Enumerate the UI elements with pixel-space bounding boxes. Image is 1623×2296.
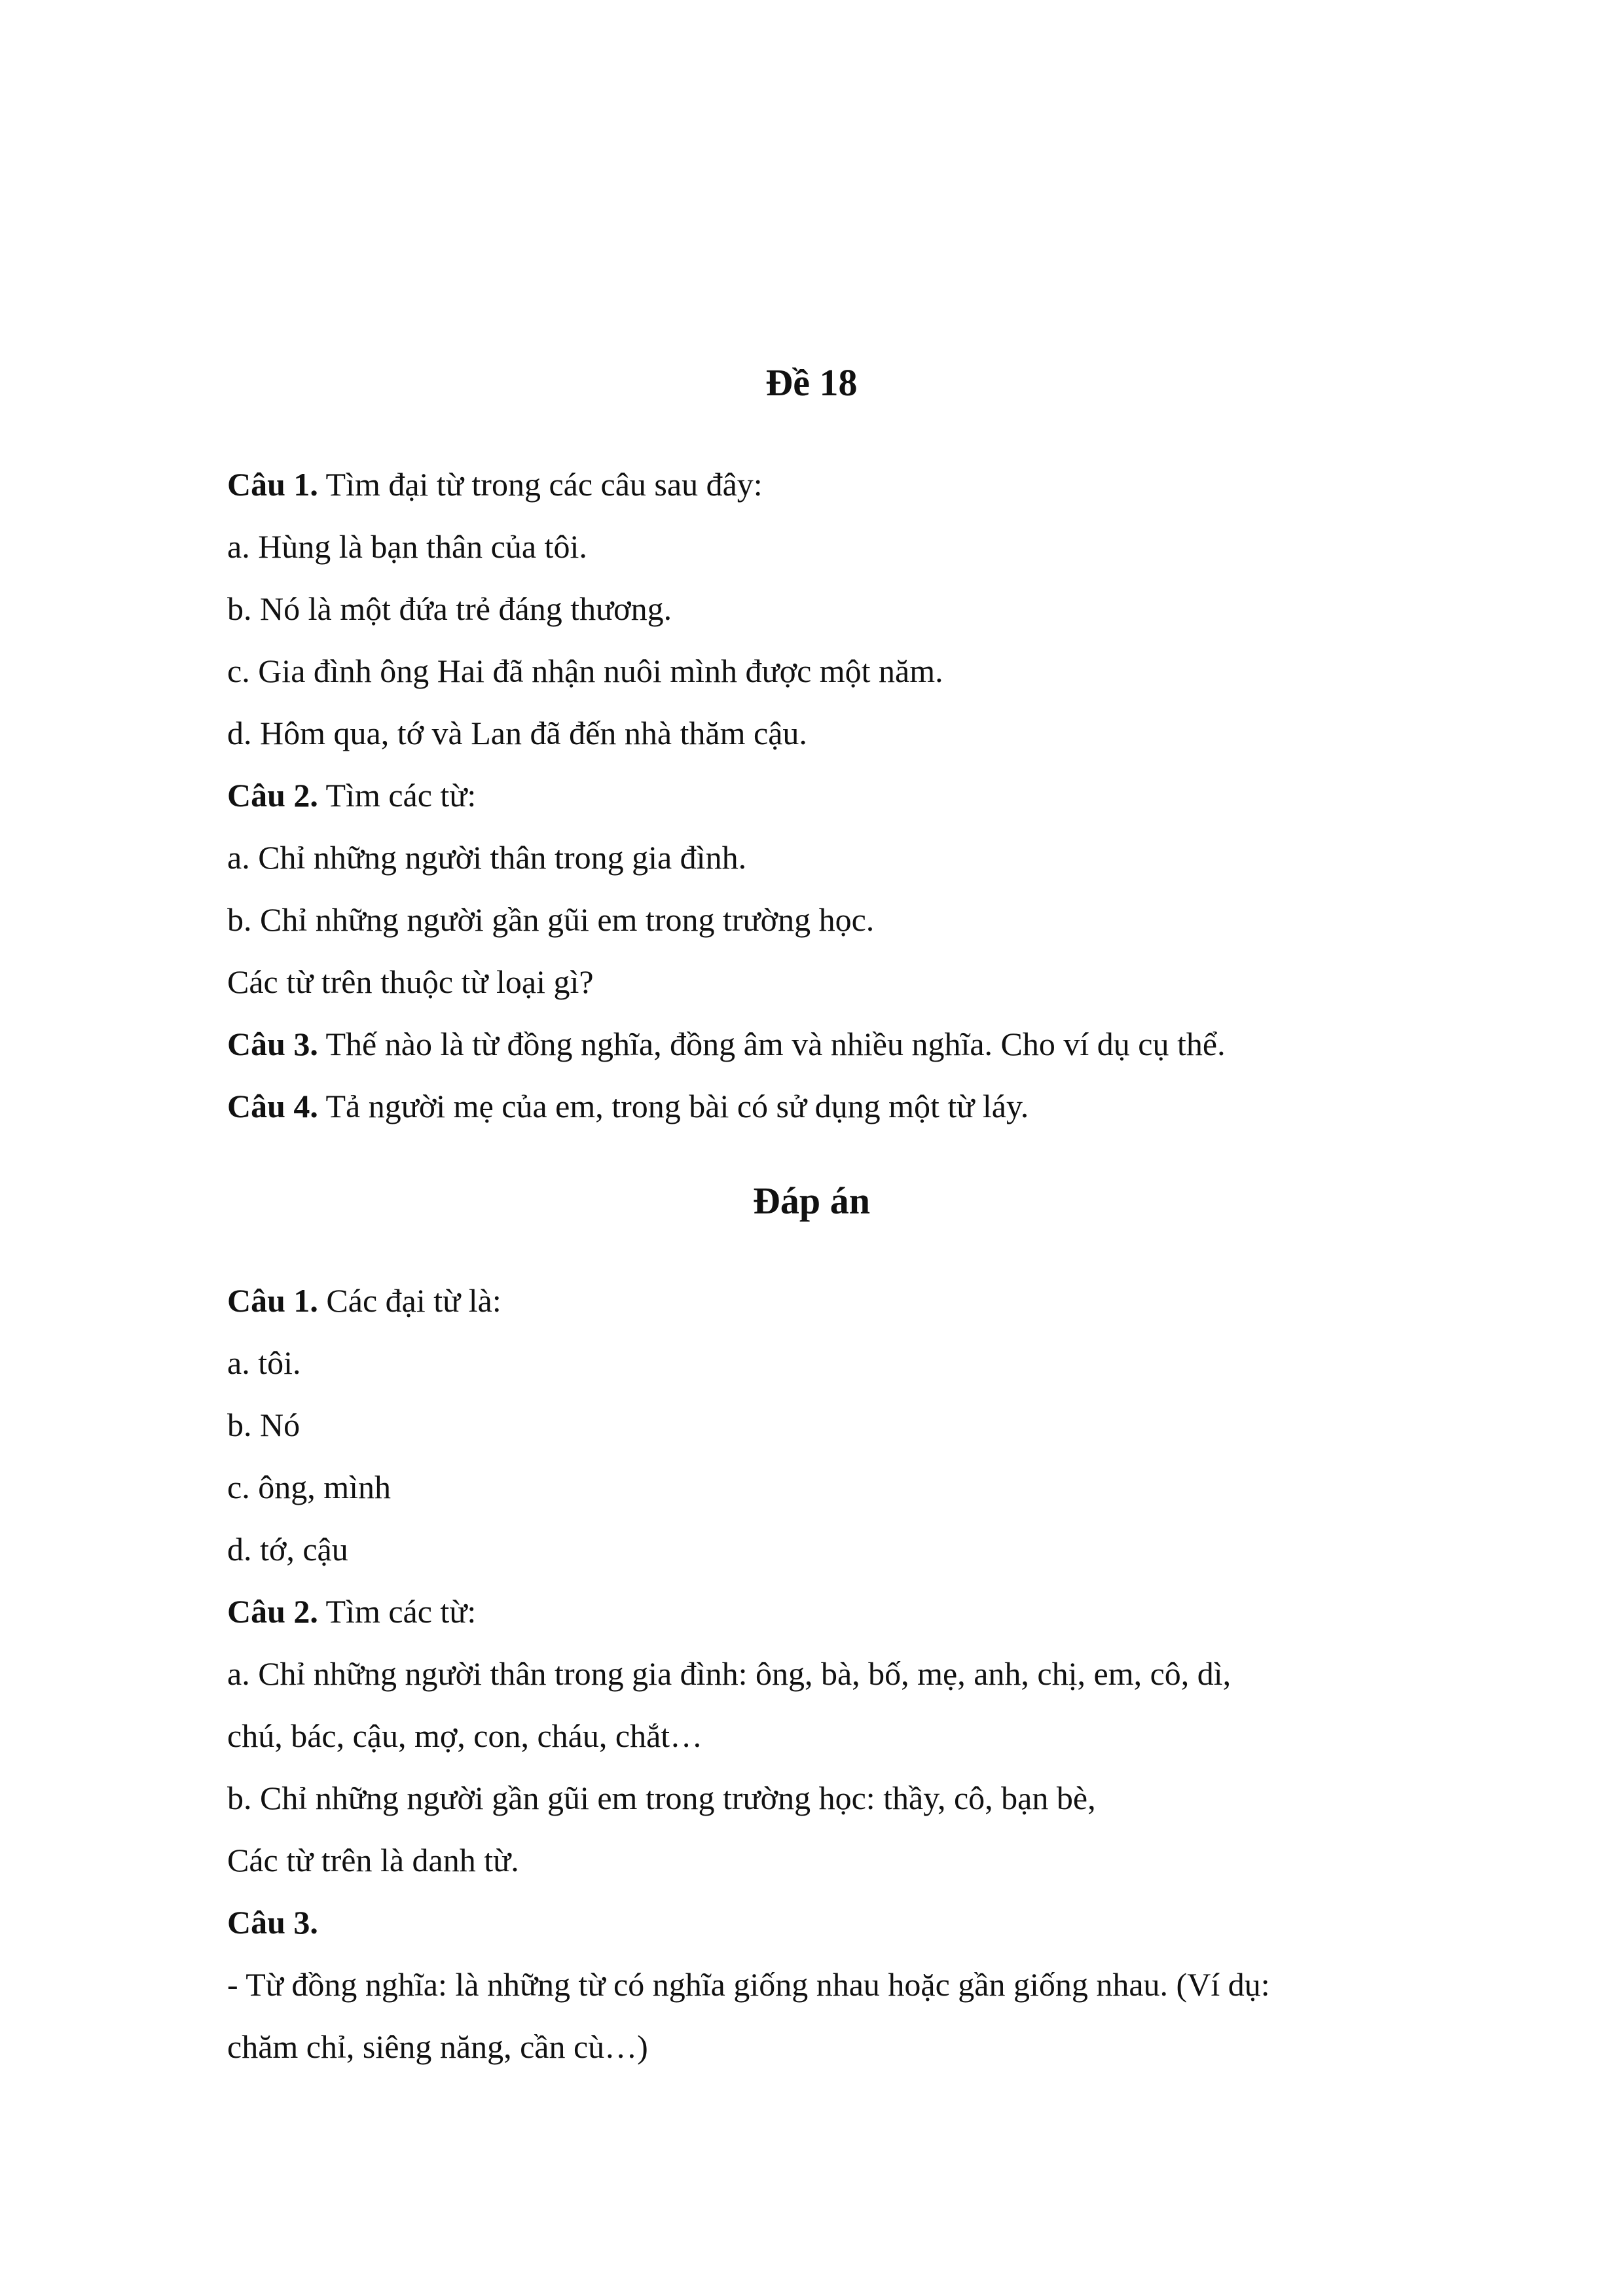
question-label: Câu 3. xyxy=(227,1026,318,1062)
question-1-item-b: b. Nó là một đứa trẻ đáng thương. xyxy=(227,590,672,627)
question-4 xyxy=(227,1086,1029,1126)
answer-2-conclusion: Các từ trên là danh từ. xyxy=(227,1842,519,1878)
answer-1-item-d: d. tớ, cậu xyxy=(227,1531,348,1568)
question-2-followup: Các từ trên thuộc từ loại gì? xyxy=(227,963,594,1000)
answer-3-synonym-continued: chăm chỉ, siêng năng, cần cù…) xyxy=(227,2028,648,2065)
question-label: Câu 2. xyxy=(227,777,318,814)
question-text: Tìm các từ: xyxy=(318,777,477,814)
answer-text: Các đại từ là: xyxy=(318,1282,501,1319)
answer-2-item-a-continued: chú, bác, cậu, mợ, con, cháu, chắt… xyxy=(227,1717,703,1754)
question-1-item-c: c. Gia đình ông Hai đã nhận nuôi mình được một năm. xyxy=(227,653,943,689)
question-1-item-a: a. Hùng là bạn thân của tôi. xyxy=(227,528,587,565)
question-1-item-d: d. Hôm qua, tớ và Lan đã đến nhà thăm cậu. xyxy=(227,715,807,751)
question-label: Câu 1. xyxy=(227,466,318,503)
answer-1-item-c: c. ông, mình xyxy=(227,1469,391,1505)
answer-label: Câu 2. xyxy=(227,1593,318,1630)
answer-2-item-a: a. Chỉ những người thân trong gia đình: ông, bà, bố, mẹ, anh, chị, em, cô, dì, xyxy=(227,1655,1231,1692)
answer-label: Câu 3. xyxy=(227,1904,318,1941)
answer-1-item-a: a. tôi. xyxy=(227,1344,301,1381)
question-2-item-b: b. Chỉ những người gần gũi em trong trường học. xyxy=(227,901,875,938)
exam-title: Đề 18 xyxy=(765,361,858,404)
question-2 xyxy=(227,776,476,815)
question-text: Tả người mẹ của em, trong bài có sử dụng một từ láy. xyxy=(318,1088,1029,1124)
answer-3-synonym: - Từ đồng nghĩa: là những từ có nghĩa giống nhau hoặc gần giống nhau. (Ví dụ: xyxy=(227,1966,1270,2003)
answer-1 xyxy=(227,1281,501,1320)
answer-2 xyxy=(227,1592,476,1631)
question-text: Tìm đại từ trong các câu sau đây: xyxy=(318,466,763,503)
answer-label: Câu 1. xyxy=(227,1282,318,1319)
answer-3 xyxy=(227,1903,318,1942)
question-1 xyxy=(227,465,763,504)
answers-title: Đáp án xyxy=(753,1179,870,1222)
question-text: Thế nào là từ đồng nghĩa, đồng âm và nhiều nghĩa. Cho ví dụ cụ thể. xyxy=(318,1026,1226,1062)
question-2-item-a: a. Chỉ những người thân trong gia đình. xyxy=(227,839,747,876)
question-label: Câu 4. xyxy=(227,1088,318,1124)
question-3 xyxy=(227,1024,1226,1064)
answer-2-item-b: b. Chỉ những người gần gũi em trong trường học: thầy, cô, bạn bè, xyxy=(227,1780,1096,1816)
answer-text: Tìm các từ: xyxy=(318,1593,477,1630)
answer-1-item-b: b. Nó xyxy=(227,1407,301,1443)
